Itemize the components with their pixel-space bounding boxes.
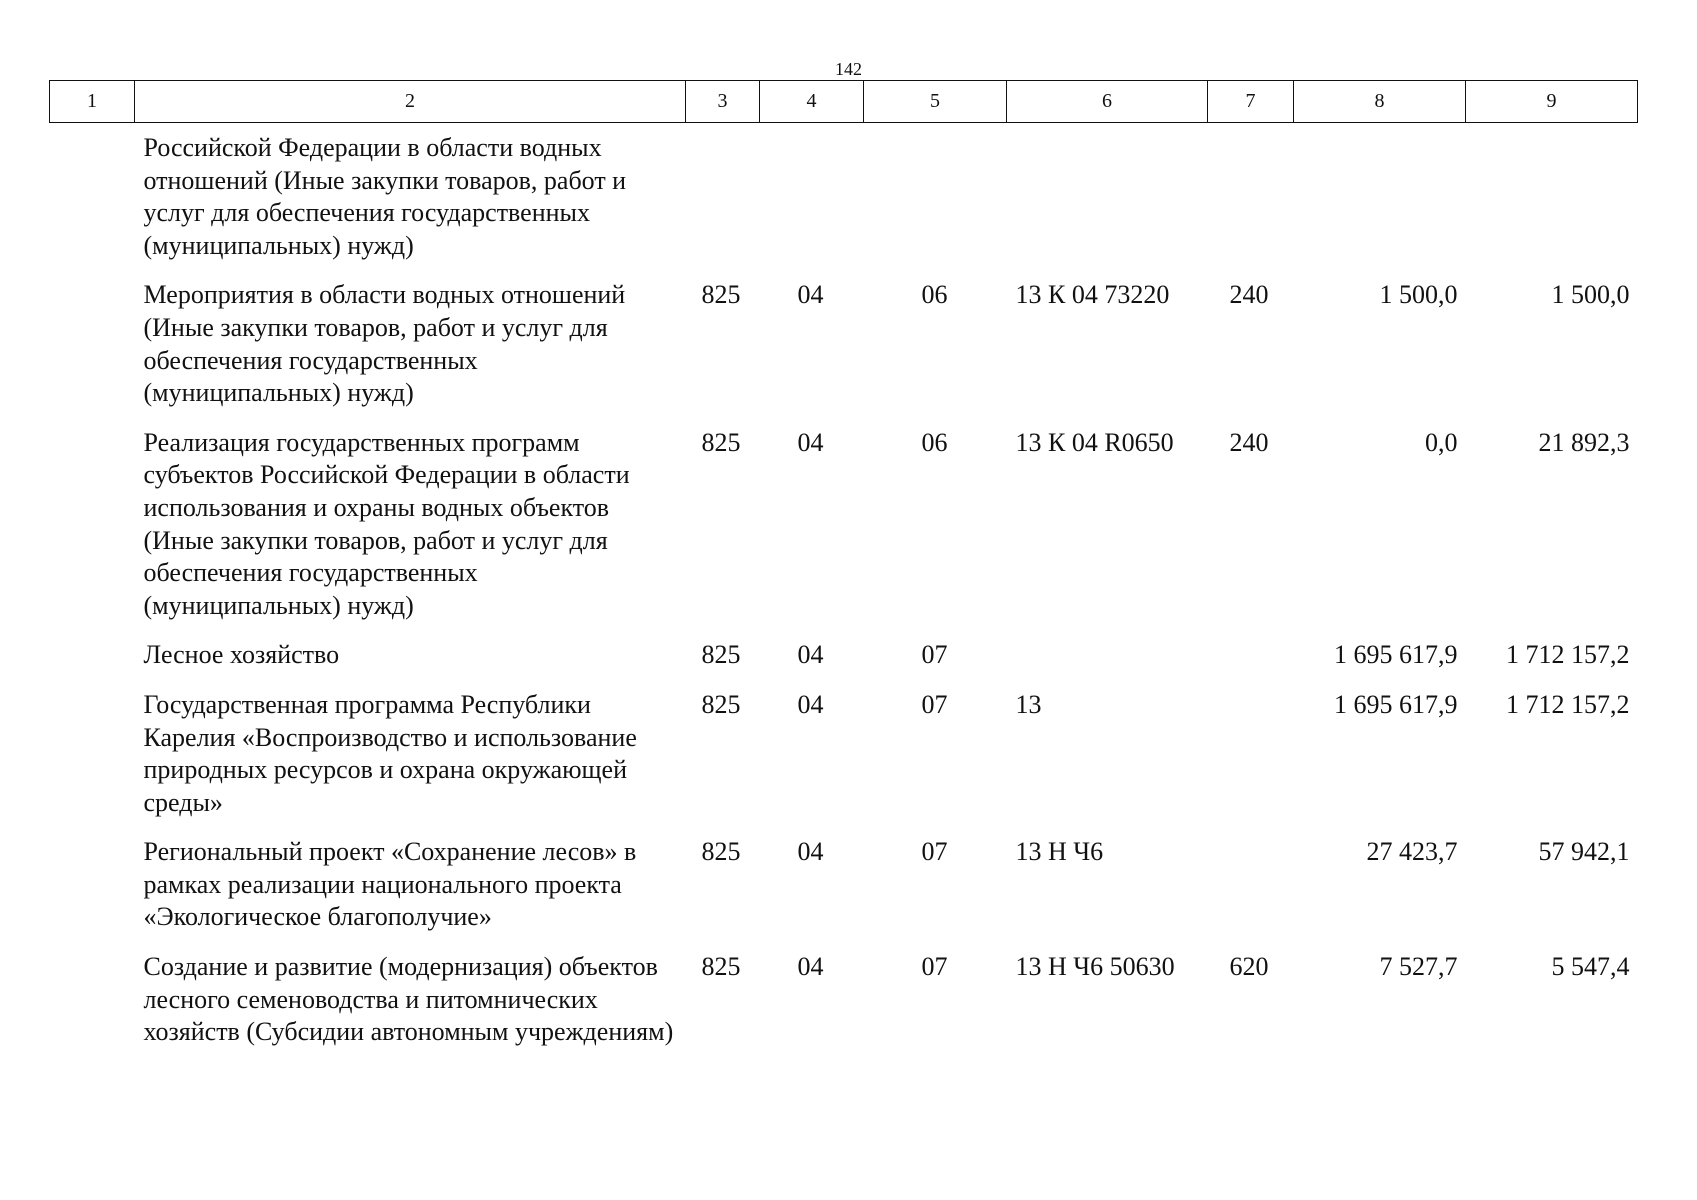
column-header: 8 [1294,81,1466,123]
row-expense-type [1208,689,1294,836]
row-subsection: 07 [921,837,948,867]
column-header: 6 [1007,81,1208,123]
row-code: 825 [701,280,741,310]
table-row [50,427,1638,640]
row-name: Создание и развитие (модернизация) объектов лесного семеноводства и питомнических хозяйств (Субсидии автономным учреждениям) [143,952,674,1047]
row-sum-2 [1466,123,1638,280]
row-expense-type: 240 [1229,280,1269,310]
row-target-article: 13 Н Ч6 [1015,837,1104,867]
table-row [50,951,1638,1066]
budget-table [49,80,1638,1066]
table-row [50,689,1638,836]
row-subsection [864,123,1007,280]
row-sum-2: 5 547,4 [1551,952,1630,982]
row-subsection: 07 [921,689,948,719]
row-sum-1: 0,0 [1425,427,1458,457]
row-sum-2: 21 892,3 [1538,427,1630,457]
table-row [50,123,1638,280]
page-number: 142 [835,59,862,79]
table-row [50,639,1638,689]
row-subsection: 06 [921,427,948,457]
column-header: 2 [135,81,686,123]
table-row [50,836,1638,951]
row-target-article: 13 Н Ч6 50630 [1015,952,1175,982]
row-code: 825 [701,689,741,719]
row-code: 825 [701,640,741,670]
row-section: 04 [797,427,824,457]
row-target-article: 13 К 04 73220 [1015,280,1170,310]
row-sum-1: 7 527,7 [1379,952,1458,982]
row-subsection: 07 [921,640,948,670]
row-target-article: 13 К 04 R0650 [1015,427,1174,457]
row-code [686,123,760,280]
row-name: Лесное хозяйство [143,640,340,670]
row-sum-2: 1 712 157,2 [1506,640,1630,670]
row-section: 04 [797,640,824,670]
row-code: 825 [701,952,741,982]
row-expense-type [1208,836,1294,951]
row-subsection: 07 [921,952,948,982]
table-row [50,279,1638,426]
row-name: Государственная программа Республики Карелия «Воспроизводство и использование природных ресурсов и охрана окружающей среды» [143,689,637,817]
row-target-article: 13 [1015,689,1042,719]
row-sum-1 [1294,123,1466,280]
row-section: 04 [797,837,824,867]
row-section: 04 [797,689,824,719]
row-sum-1: 1 695 617,9 [1334,640,1458,670]
row-subsection: 06 [921,280,948,310]
row-name: Региональный проект «Сохранение лесов» в рамках реализации национального проекта «Экологическое благополучие» [143,837,637,932]
row-expense-type [1208,639,1294,689]
row-target-article [1007,639,1208,689]
row-sum-1: 1 695 617,9 [1334,689,1458,719]
column-header: 9 [1466,81,1638,123]
row-section: 04 [797,280,824,310]
row-name: Реализация государственных программ субъектов Российской Федерации в области использования и охраны водных объектов (Иные закупки товаров, работ и услуг для обеспечения государственных (муниципальных) нужд) [143,427,630,620]
row-target-article [1007,123,1208,280]
row-section: 04 [797,952,824,982]
row-sum-2: 1 712 157,2 [1506,689,1630,719]
row-name: Российской Федерации в области водных отношений (Иные закупки товаров, работ и услуг для обеспечения государственных (муниципальных) нужд) [143,133,627,260]
row-sum-2: 1 500,0 [1551,280,1630,310]
column-number-header [50,81,1638,123]
column-header: 1 [50,81,135,123]
row-name: Мероприятия в области водных отношений (Иные закупки товаров, работ и услуг для обеспечения государственных (муниципальных) нужд) [143,280,626,408]
row-expense-type: 620 [1229,952,1269,982]
column-header: 7 [1208,81,1294,123]
row-sum-1: 1 500,0 [1379,280,1458,310]
row-sum-2: 57 942,1 [1538,837,1630,867]
row-expense-type: 240 [1229,427,1269,457]
column-header: 3 [686,81,760,123]
column-header: 4 [760,81,864,123]
row-code: 825 [701,837,741,867]
column-header: 5 [864,81,1007,123]
row-section [760,123,864,280]
row-sum-1: 27 423,7 [1366,837,1458,867]
row-code: 825 [701,427,741,457]
row-expense-type [1208,123,1294,280]
